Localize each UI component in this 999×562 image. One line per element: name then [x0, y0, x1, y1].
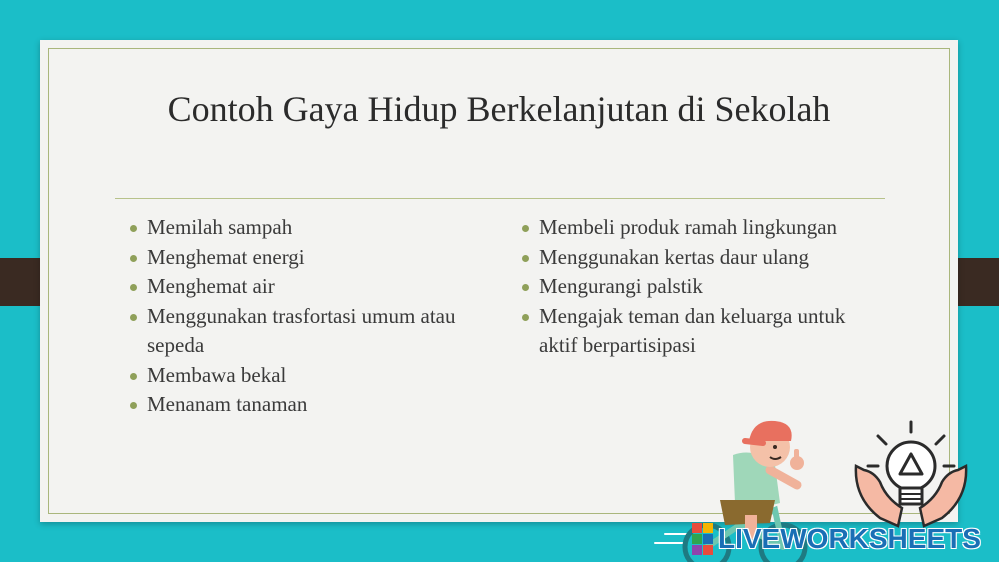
bullet-dot: [522, 255, 529, 262]
bullet-dot: [130, 255, 137, 262]
recycle-bulb-hands-icon: [850, 418, 972, 530]
left-bullet-list: [128, 213, 468, 420]
list-item: Menanam tanaman: [128, 390, 468, 420]
list-item: Memilah sampah: [128, 213, 468, 243]
bullet-dot: [522, 284, 529, 291]
bullet-dot: [522, 314, 529, 321]
slide-title: Contoh Gaya Hidup Berkelanjutan di Sekolah: [167, 89, 831, 129]
bullet-dot: [130, 373, 137, 380]
list-item: Menghemat air: [128, 272, 468, 302]
list-item: Menghemat energi: [128, 243, 468, 273]
bullet-dot: [522, 225, 529, 232]
right-bullet-list: [520, 213, 860, 361]
list-item: Menggunakan kertas daur ulang: [520, 243, 860, 273]
list-item: Mengajak teman dan keluarga untuk aktif berpartisipasi: [520, 302, 860, 361]
bullet-dot: [130, 402, 137, 409]
bullet-dot: [130, 284, 137, 291]
liveworksheets-logo-icon: [692, 523, 714, 555]
list-item: Mengurangi palstik: [520, 272, 860, 302]
list-item: Menggunakan trasfortasi umum atau sepeda: [128, 302, 468, 361]
bullet-dot: [130, 225, 137, 232]
title-divider: [115, 198, 885, 199]
liveworksheets-watermark: [692, 523, 981, 555]
bullet-dot: [130, 314, 137, 321]
list-item: Membawa bekal: [128, 361, 468, 391]
watermark-text: LIVEWORKSHEETS: [718, 523, 981, 554]
left-tab: [0, 258, 40, 306]
list-item: Membeli produk ramah lingkungan: [520, 213, 860, 243]
